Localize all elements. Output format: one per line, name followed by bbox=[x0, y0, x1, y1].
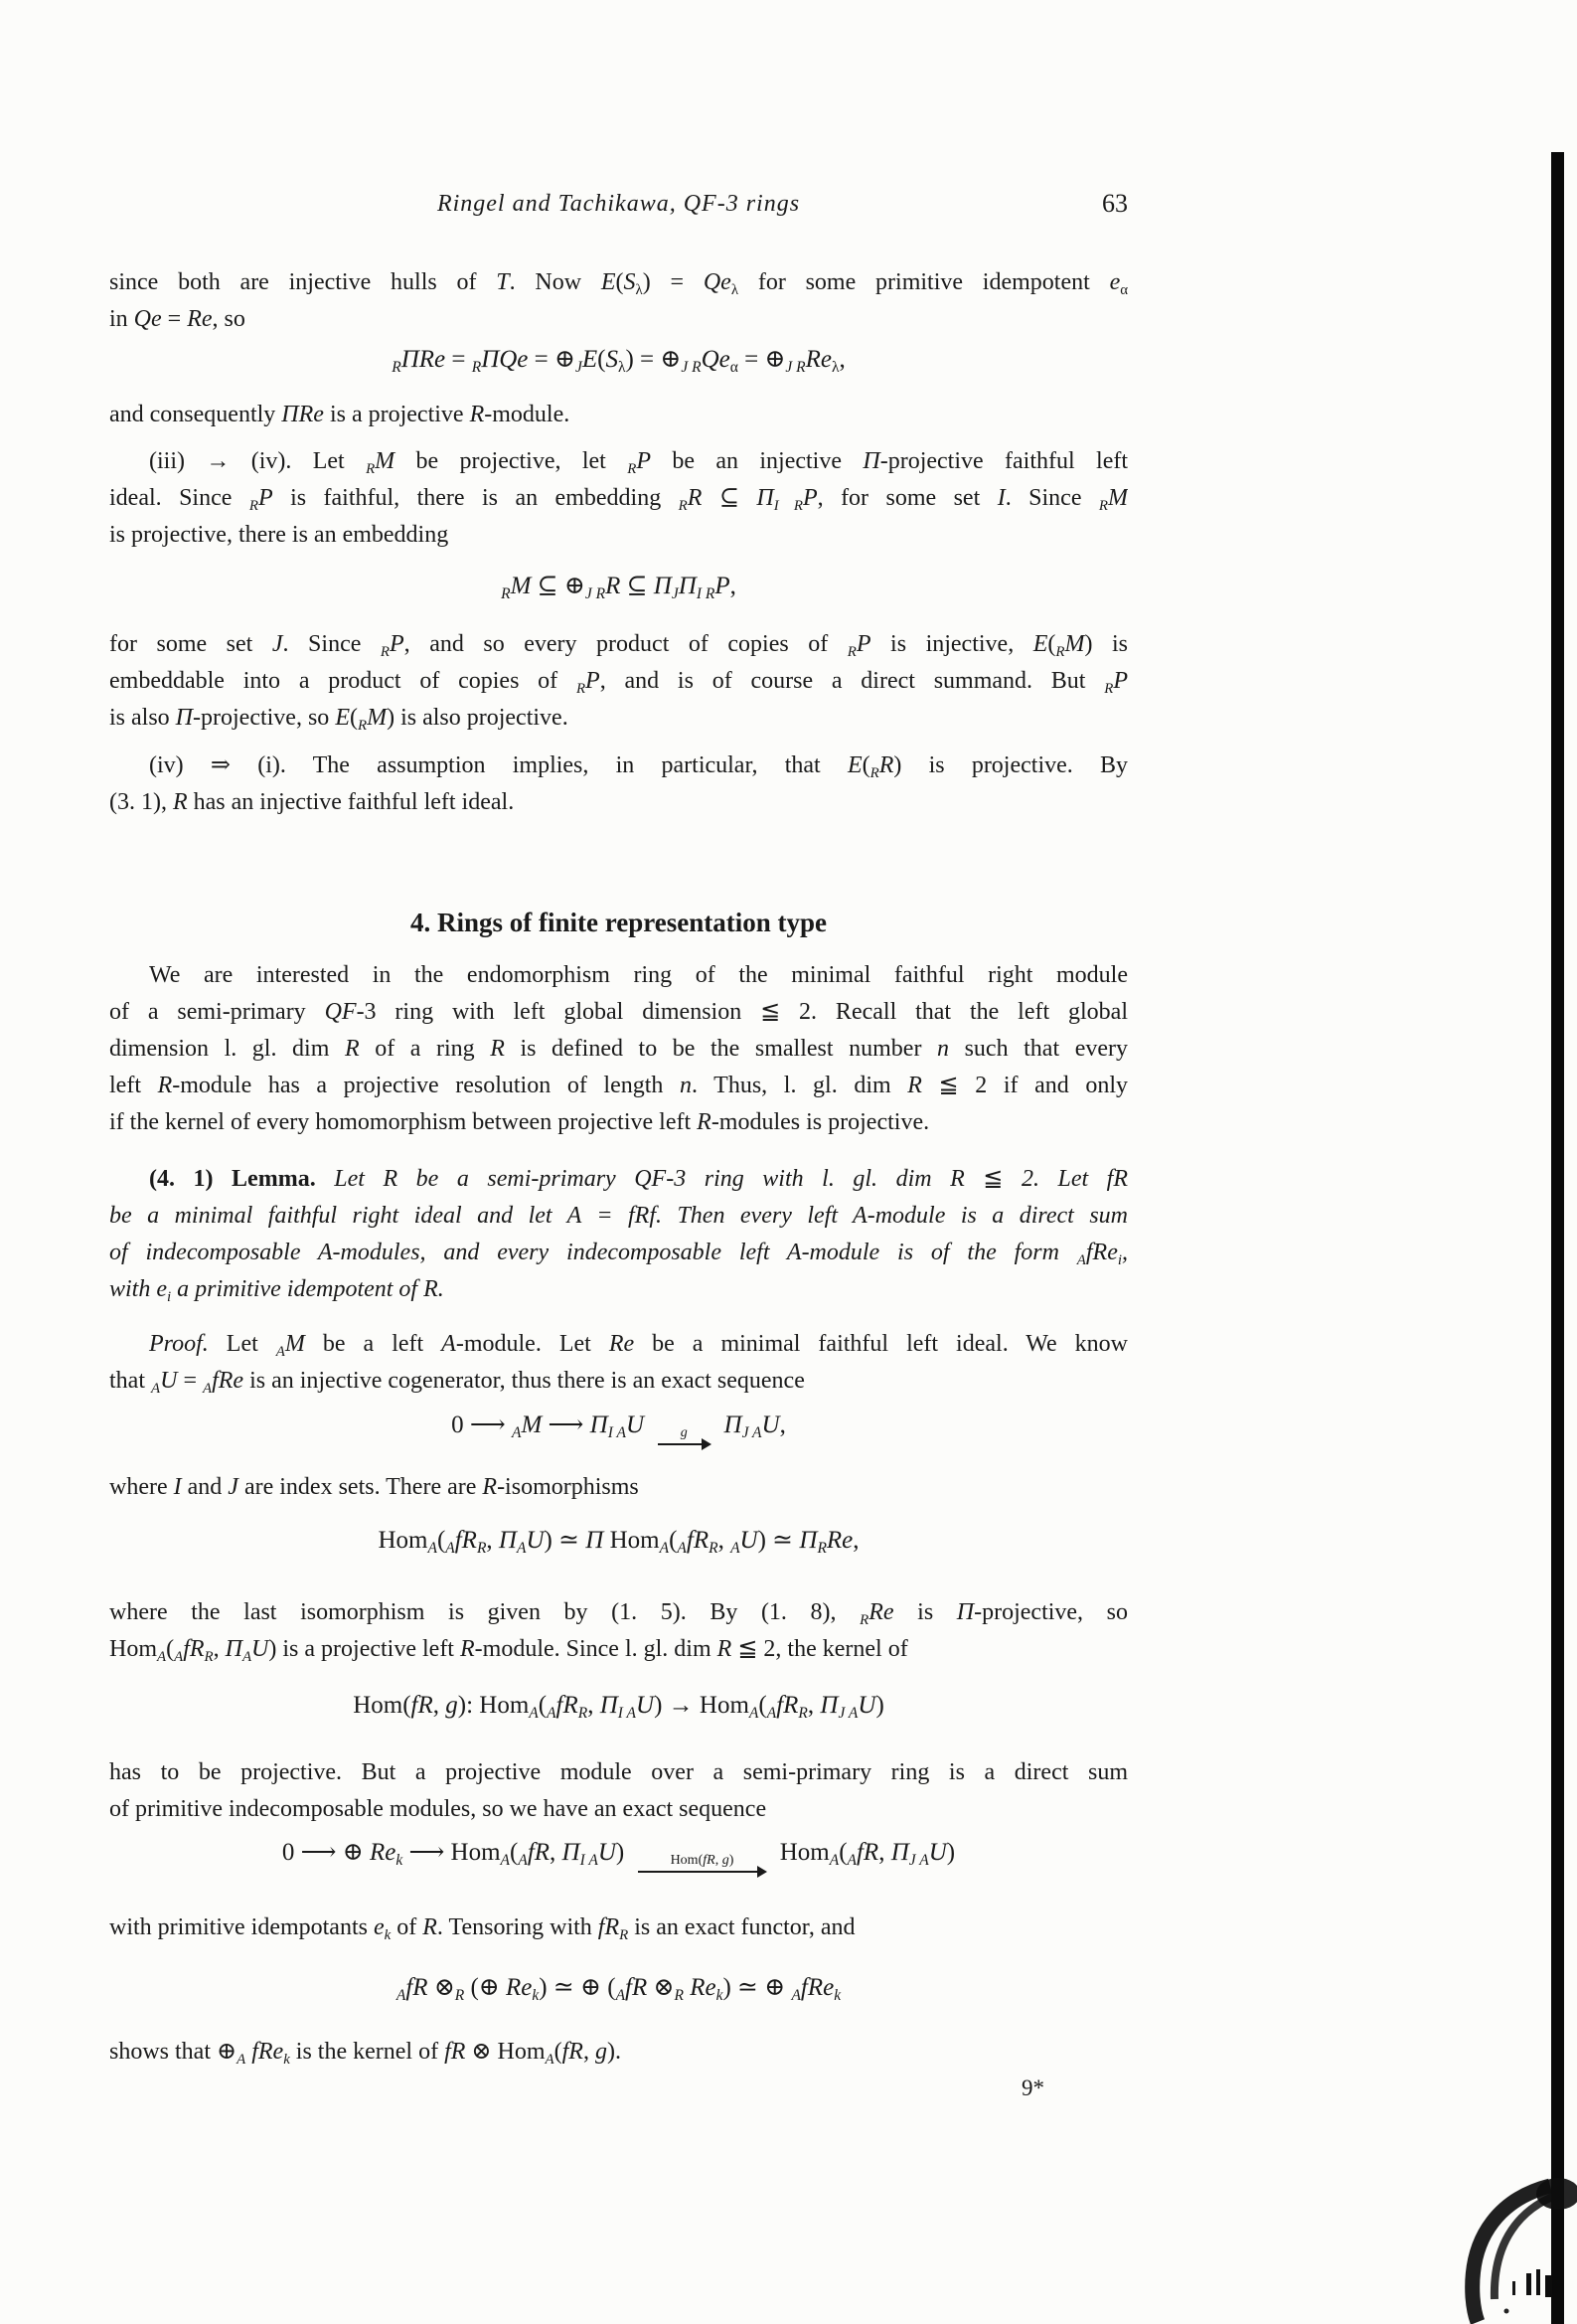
section-heading: 4. Rings of finite representation type bbox=[410, 908, 827, 937]
text-line: We are interested in the endomorphism ring of the minimal faithful right module bbox=[149, 962, 1128, 988]
running-title: Ringel and Tachikawa, QF-3 rings bbox=[436, 191, 801, 217]
text-line: left R-module has a projective resolution of length n. Thus, l. gl. dim R ≦ 2 if and only bbox=[109, 1073, 1128, 1098]
text-line: where the last isomorphism is given by (1. 5). By (1. 8), $_R$Re is Π-projective, so bbox=[109, 1599, 1128, 1628]
display-formula: $Hom_A(_AfR_R$, $\Pi_AU$) ≃ Π $Hom_A(_AfR_R$, $_A$U) ≃ $\Pi_RRe$, bbox=[378, 1527, 860, 1557]
text-line: (iv) ⇒ (i). The assumption implies, in particular, that $E(_RR)$ is projective. By bbox=[149, 752, 1128, 781]
signature-mark: 9* bbox=[1022, 2075, 1044, 2100]
text-line: since both are injective hulls of T. Now $E(S_\lambda) = Qe_\lambda$ for some primitive idempotent $e_\alpha$ bbox=[109, 269, 1128, 298]
text-line: (4. 1) Lemma. Let R be a semi-primary QF-3 ring with l. gl. dim R ≦ 2. Let fR bbox=[149, 1166, 1128, 1192]
text-line: ideal. Since $_R$P is faithful, there is an embedding $_R$R ⊆ $\Pi_{I R}P$, for some set I. Since $_R$M bbox=[109, 485, 1128, 514]
display-formula: 0 ⟶ $_A$M ⟶ $\Pi_{I A}U$ g $\Pi_{J A}U$, bbox=[109, 1404, 1128, 1447]
text-line: in Qe = Re, so bbox=[109, 306, 245, 332]
text-line: has to be projective. But a projective module over a semi-primary ring is a direct sum bbox=[109, 1759, 1128, 1785]
text-line: Proof. Let $_A$M be a left A-module. Let Re be a minimal faithful left ideal. We know bbox=[149, 1331, 1128, 1360]
paragraph bbox=[109, 626, 1128, 737]
running-head bbox=[109, 191, 1128, 223]
text-line: dimension l. gl. dim R of a ring R is defined to be the smallest number n such that every bbox=[109, 1036, 1128, 1062]
text-line: where I and J are index sets. There are R-isomorphisms bbox=[109, 1474, 639, 1500]
text-line: is projective, there is an embedding bbox=[109, 522, 449, 548]
text-line: of indecomposable A-modules, and every indecomposable left A-module is of the form $_A$fRe$_i$, bbox=[109, 1240, 1128, 1268]
display-formula: Hom(fR, g): $Hom_A(_AfR_R$, $\Pi_{I A}U) \to Hom_A(_AfR_R$, $\Pi_{J A}U$) bbox=[353, 1692, 884, 1722]
text-line: for some set J. Since $_R$P, and so every product of copies of $_R$P is injective, $E(_RM)$ is bbox=[109, 631, 1128, 660]
text-line: shows that $\oplus_A$ fRe$_k$ is the kernel of fR ⊗ Hom$_A$(fR, g). bbox=[109, 2039, 621, 2068]
page-number: 63 bbox=[1102, 189, 1128, 218]
text-line: (3. 1), R has an injective faithful left ideal. bbox=[109, 789, 515, 815]
text-line: is also Π-projective, so $E(_RM)$ is also projective. bbox=[109, 705, 568, 734]
paragraph bbox=[109, 1754, 1128, 1828]
ink-smudge bbox=[1449, 2172, 1577, 2324]
scan-edge-bar bbox=[1551, 152, 1564, 2324]
display-formula: $_R$M ⊆ $\oplus_{J R}R$ ⊆ $\Pi_J\Pi_{I R}P$, bbox=[501, 573, 736, 602]
text-line: with $e_i$ a primitive idempotent of R. bbox=[109, 1276, 444, 1305]
text-line: (iii) → (iv). Let $_R$M be projective, let $_R$P be an injective Π-projective faithful left bbox=[149, 448, 1128, 477]
display-formula: $_R\Pi Re = _R\Pi Qe = \oplus_JE(S_\lambda)$ = $\oplus_{J R}Qe_\alpha$ = $\oplus_{J R}Re_\lambda$, bbox=[392, 346, 846, 376]
proof-paragraph bbox=[109, 1326, 1128, 1400]
text-line: be a minimal faithful right ideal and let A = fRf. Then every left A-module is a direct sum bbox=[109, 1203, 1128, 1229]
text-line: of a semi-primary QF-3 ring with left global dimension ≦ 2. Recall that the left global bbox=[109, 999, 1128, 1025]
text-line: $Hom_A(_AfR_R$, $\Pi_AU$) is a projective left R-module. Since l. gl. dim R ≦ 2, the kernel of bbox=[109, 1636, 908, 1665]
paragraph bbox=[109, 1909, 1128, 1946]
text-line: and consequently ΠRe is a projective R-module. bbox=[109, 402, 570, 427]
paragraph bbox=[109, 747, 1128, 821]
paragraph bbox=[109, 1594, 1128, 1668]
paragraph bbox=[109, 264, 1128, 338]
text-line: that $_A$U = $_A$fRe is an injective cogenerator, thus there is an exact sequence bbox=[109, 1368, 805, 1397]
display-formula: 0 ⟶ ⊕ $Re_k$ ⟶ $Hom_A(_AfR$, $\Pi_{I A}U$) Hom(fR, g) $Hom_A(_AfR$, $\Pi_{J A}U$) bbox=[109, 1831, 1128, 1875]
paragraph bbox=[109, 957, 1128, 1141]
paragraph bbox=[109, 443, 1128, 554]
text-line: if the kernel of every homomorphism between projective left R-modules is projective. bbox=[109, 1109, 930, 1135]
paragraph bbox=[109, 1469, 1128, 1506]
paragraph bbox=[109, 2034, 1128, 2071]
display-formula: $_A$fR $\otimes_R$ (⊕ $Re_k$) ≃ ⊕ ($_AfR$ $\otimes_R$ $Re_k$) ≃ ⊕ $_A$fRe$_k$ bbox=[395, 1974, 842, 2004]
paragraph bbox=[109, 397, 1128, 433]
text-line: with primitive idempotants $e_k$ of R. Tensoring with $fR_R$ is an exact functor, and bbox=[109, 1914, 856, 1943]
text-line: of primitive indecomposable modules, so we have an exact sequence bbox=[109, 1796, 767, 1822]
text-line: embeddable into a product of copies of $_R$P, and is of course a direct summand. But $_R$P bbox=[109, 668, 1128, 697]
lemma-paragraph bbox=[109, 1161, 1128, 1308]
